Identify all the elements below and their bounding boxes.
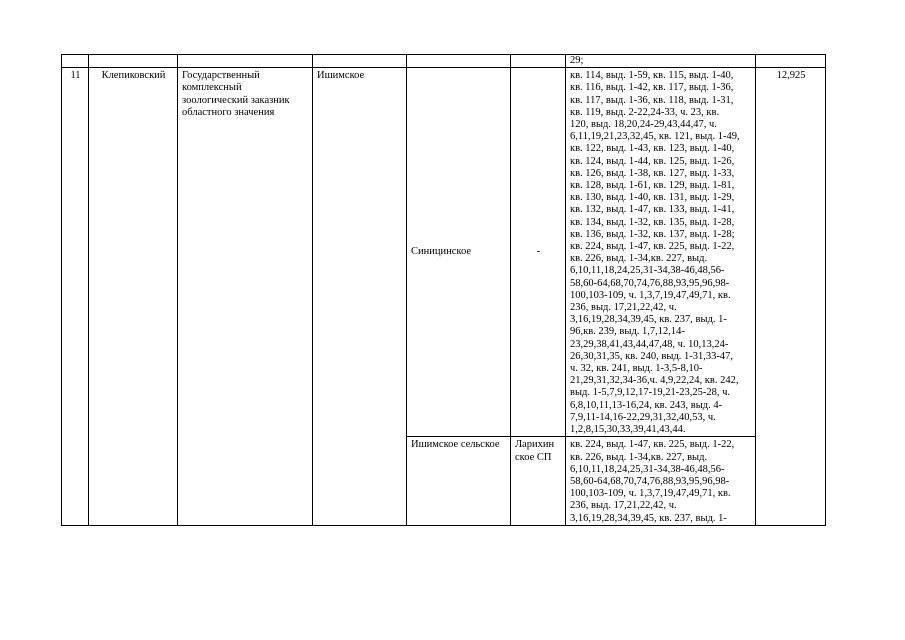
kvartal-line: ч. 32, кв. 241, выд. 1-3,5-8,10-: [570, 363, 703, 375]
kvartal-line: кв. 124, выд. 1-44, кв. 125, выд. 1-26,: [570, 155, 735, 167]
kvartal-line: кв. 136, выд. 1-32, кв. 137, выд. 1-28;: [570, 228, 735, 240]
kvartal-line: 7,9,11-14,16-22,29,31,32,40,53, ч.: [570, 411, 716, 423]
area-value: 12,925: [756, 68, 826, 526]
kvartal-line: кв. 226, выд. 1-34,кв. 227, выд.: [570, 451, 708, 463]
kvartal-line: 6,8,10,11,13-16,24, кв. 243, выд. 4-: [570, 399, 723, 411]
kvartal-line: кв. 116, выд. 1-42, кв. 117, выд. 1-36,: [570, 82, 734, 94]
kvartal-line: 100,103-109, ч. 1,3,7,19,47,49,71, кв.: [570, 289, 731, 301]
kvartal-line: 96,кв. 239, выд. 1,7,12,14-: [570, 326, 685, 338]
kvartaly-list-ishimskoe: [566, 437, 756, 525]
kvartal-line: кв. 224, выд. 1-47, кв. 225, выд. 1-22,: [570, 439, 735, 451]
owner-line: ское СП: [515, 451, 552, 463]
owner-dash: -: [511, 68, 566, 437]
cell-empty: [407, 55, 511, 68]
kvartal-line: кв. 126, выд. 1-38, кв. 127, выд. 1-33,: [570, 167, 735, 179]
kvartal-line: кв. 119, выд. 2-22,24-33, ч. 23, кв.: [570, 106, 720, 118]
kvartal-line: 236, выд. 17,21,22,42, ч.: [570, 302, 677, 314]
kvartal-line: 3,16,19,28,34,39,45, кв. 237, выд. 1-: [570, 512, 727, 524]
kvartal-line: 6,11,19,21,23,32,45, кв. 121, выд. 1-49,: [570, 131, 740, 143]
kvartal-line: 6,10,11,18,24,25,31-34,38-46,48,56-: [570, 463, 725, 475]
kvartal-line: 236, выд. 17,21,22,42, ч.: [570, 500, 677, 512]
kvartaly-tail: 29;: [566, 55, 756, 68]
area-category: Государственный комплексный зоологический заказник областного значения: [178, 68, 313, 526]
cell-empty: [62, 55, 89, 68]
continuation-row: [62, 55, 826, 68]
kvartal-line: 21,29,31,32,34-36,ч. 4,9,22,24, кв. 242,: [570, 375, 739, 387]
cell-empty: [511, 55, 566, 68]
kvartal-line: кв. 134, выд. 1-32, кв. 135, выд. 1-28,: [570, 216, 735, 228]
subforestry-ishimskoe-selskoe: Ишимское сельское: [407, 437, 511, 525]
owner-line: Ларихин: [515, 439, 555, 451]
kvartal-line: кв. 117, выд. 1-36, кв. 118, выд. 1-31,: [570, 94, 734, 106]
row-number: 11: [62, 68, 89, 526]
cell-empty: [313, 55, 407, 68]
kvartal-line: 100,103-109, ч. 1,3,7,19,47,49,71, кв.: [570, 488, 731, 500]
kvartal-line: 1,2,8,15,30,33,39,41,43,44.: [570, 424, 686, 436]
cell-empty: [756, 55, 826, 68]
owner-larikhinskoe: [511, 437, 566, 525]
kvartal-line: кв. 130, выд. 1-40, кв. 131, выд. 1-29,: [570, 192, 735, 204]
kvartal-line: 23,29,38,41,43,44,47,48, ч. 10,13,24-: [570, 338, 729, 350]
kvartal-line: 58,60-64,68,70,74,76,88,93,95,96,98-: [570, 475, 730, 487]
kvartal-line: 3,16,19,28,34,39,45, кв. 237, выд. 1-: [570, 314, 727, 326]
kvartal-line: кв. 226, выд. 1-34,кв. 227, выд.: [570, 253, 708, 265]
forestry-name: Ишимское: [313, 68, 407, 526]
cell-empty: [178, 55, 313, 68]
kvartal-line: кв. 132, выд. 1-47, кв. 133, выд. 1-41,: [570, 204, 735, 216]
kvartal-line: кв. 114, выд. 1-59, кв. 115, выд. 1-40,: [570, 70, 734, 82]
kvartal-line: выд. 1-5,7,9,12,17-19,21-23,25-28, ч.: [570, 387, 730, 399]
kvartal-line: 26,30,31,35, кв. 240, выд. 1-31,33-47,: [570, 350, 734, 362]
document-table: [61, 54, 826, 526]
kvartal-line: 6,10,11,18,24,25,31-34,38-46,48,56-: [570, 265, 725, 277]
district-name: Клепиковский: [89, 68, 178, 526]
kvartal-line: кв. 224, выд. 1-47, кв. 225, выд. 1-22,: [570, 241, 735, 253]
kvartal-line: кв. 122, выд. 1-43, кв. 123, выд. 1-40,: [570, 143, 735, 155]
kvartaly-list-sinitsinskoe: [566, 68, 756, 437]
kvartal-line: кв. 128, выд. 1-61, кв. 129, выд. 1-81,: [570, 180, 735, 192]
cell-empty: [89, 55, 178, 68]
subforestry-sinitsinskoe: Синицинское: [407, 68, 511, 437]
kvartal-line: 120, выд. 18,20,24-29,43,44,47, ч.: [570, 119, 717, 131]
table-row: [62, 68, 826, 437]
kvartal-line: 58,60-64,68,70,74,76,88,93,95,96,98-: [570, 277, 730, 289]
